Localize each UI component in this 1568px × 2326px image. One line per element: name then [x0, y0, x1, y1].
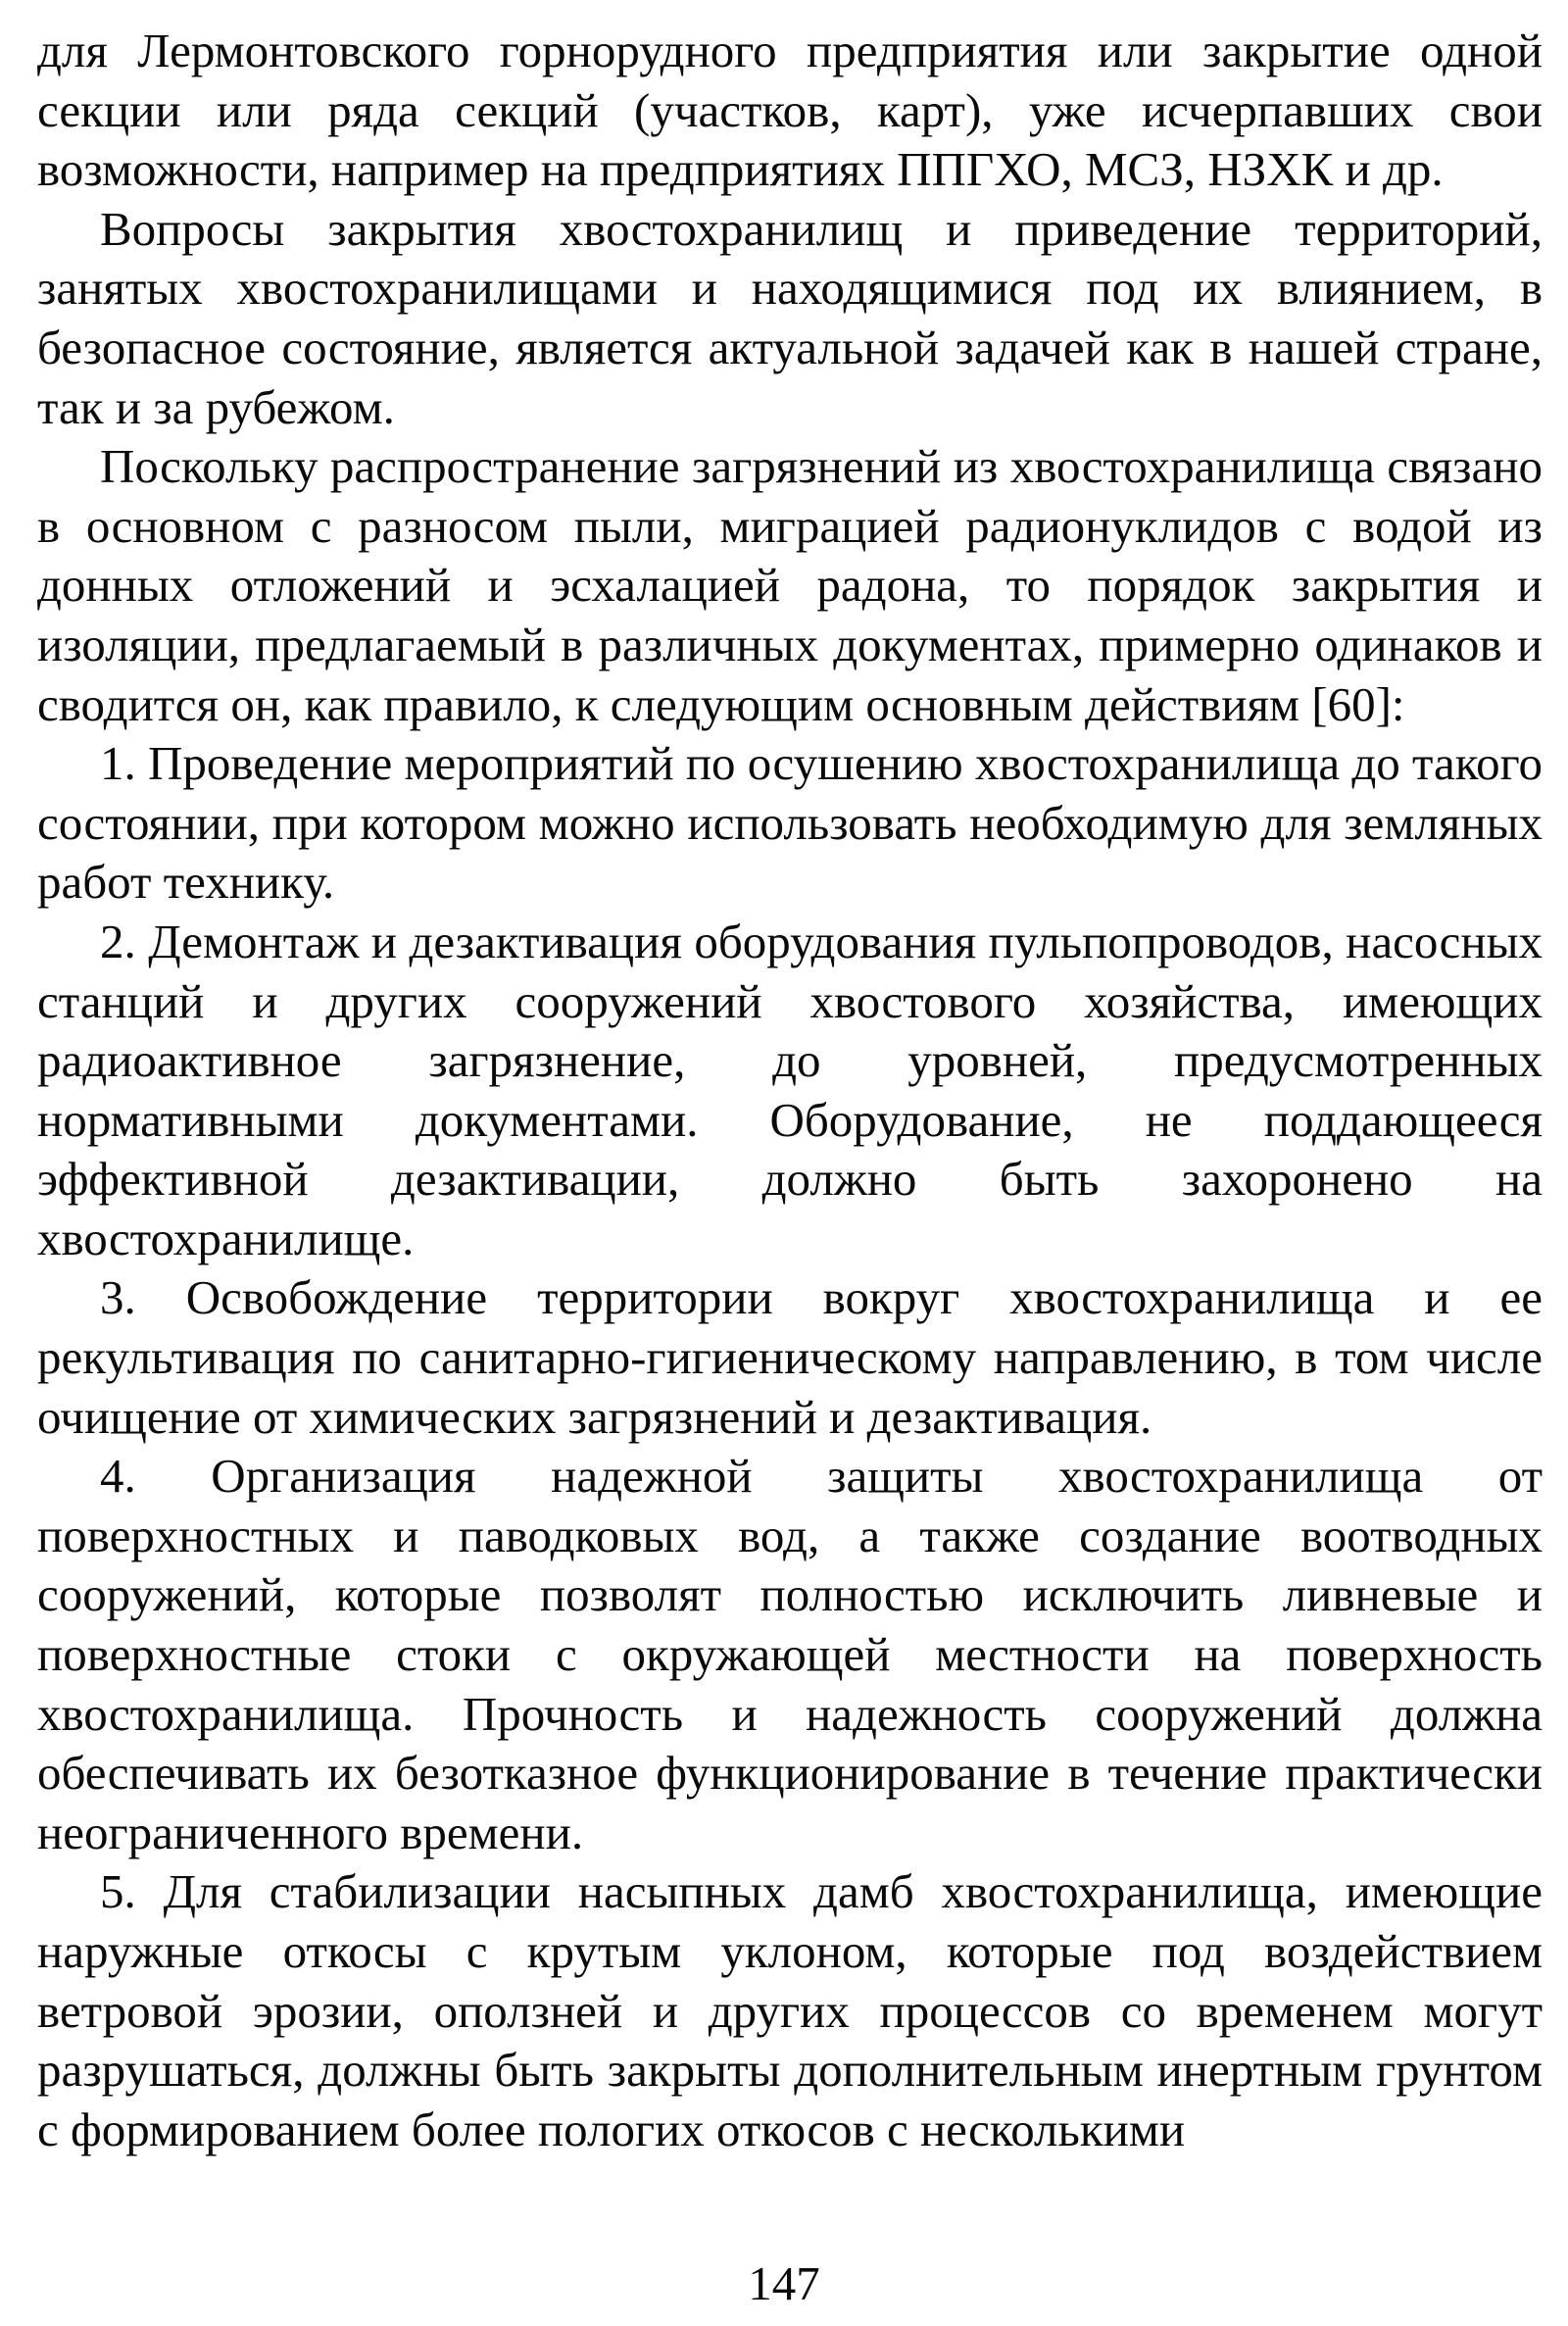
page-number: 147	[748, 2256, 820, 2310]
list-item-3: 3. Освобождение территории вокруг хвостохранилища и ее рекультивация по санитарно-гигиеническому направлению, в том числе очищение от химических загрязнений и дезактивация.	[37, 1270, 1543, 1444]
paragraph-closure-procedure: Поскольку распространение загрязнений из хвостохранилища связано в основном с разносом пыли, миграцией радионуклидов с водой из донных отложений и эсхалацией радона, то порядок закрытия и изоляции, предлагаемый в различных документах, примерно одинаков и сводится он, как правило, к следующим основным действиям [60]:	[37, 439, 1543, 731]
list-item-2: 2. Демонтаж и дезактивация оборудования пульпопроводов, насосных станций и других сооружений хвостового хозяйства, имеющих радиоактивное загрязнение, до уровней, предусмотренных нормативными документами. Оборудование, не поддающееся эффективной дезактивации, должно быть захоронено на хвостохранилище.	[37, 914, 1543, 1265]
list-item-1: 1. Проведение мероприятий по осушению хвостохранилища до такого состоянии, при котором можно использовать необходимую для земляных работ технику.	[37, 736, 1543, 910]
paragraph-continuation: для Лермонтовского горнорудного предприятия или закрытие одной секции или ряда секций (участков, карт), уже исчерпавших свои возможности, например на предприятиях ППГХО, МСЗ, НЗХК и др.	[37, 24, 1543, 197]
list-item-5: 5. Для стабилизации насыпных дамб хвостохранилища, имеющие наружные откосы с крутым уклоном, которые под воздействием ветровой эрозии, оползней и других процессов со временем могут разрушаться, должны быть закрыты дополнительным инертным грунтом с формированием более пологих откосов с несколькими	[37, 1864, 1543, 2156]
page-body	[37, 22, 1543, 2159]
list-item-4: 4. Организация надежной защиты хвостохранилища от поверхностных и паводковых вод, а также создание воотводных сооружений, которые позволят полностью исключить ливневые и поверхностные стоки с окружающей местности на поверхность хвостохранилища. Прочность и надежность сооружений должна обеспечивать их безотказное функционирование в течение практически неограниченного времени.	[37, 1449, 1543, 1859]
paragraph-closure-relevance: Вопросы закрытия хвостохранилищ и приведение территорий, занятых хвостохранилищами и находящимися под их влиянием, в безопасное состояние, является актуальной задачей как в нашей стране, так и за рубежом.	[37, 201, 1543, 434]
